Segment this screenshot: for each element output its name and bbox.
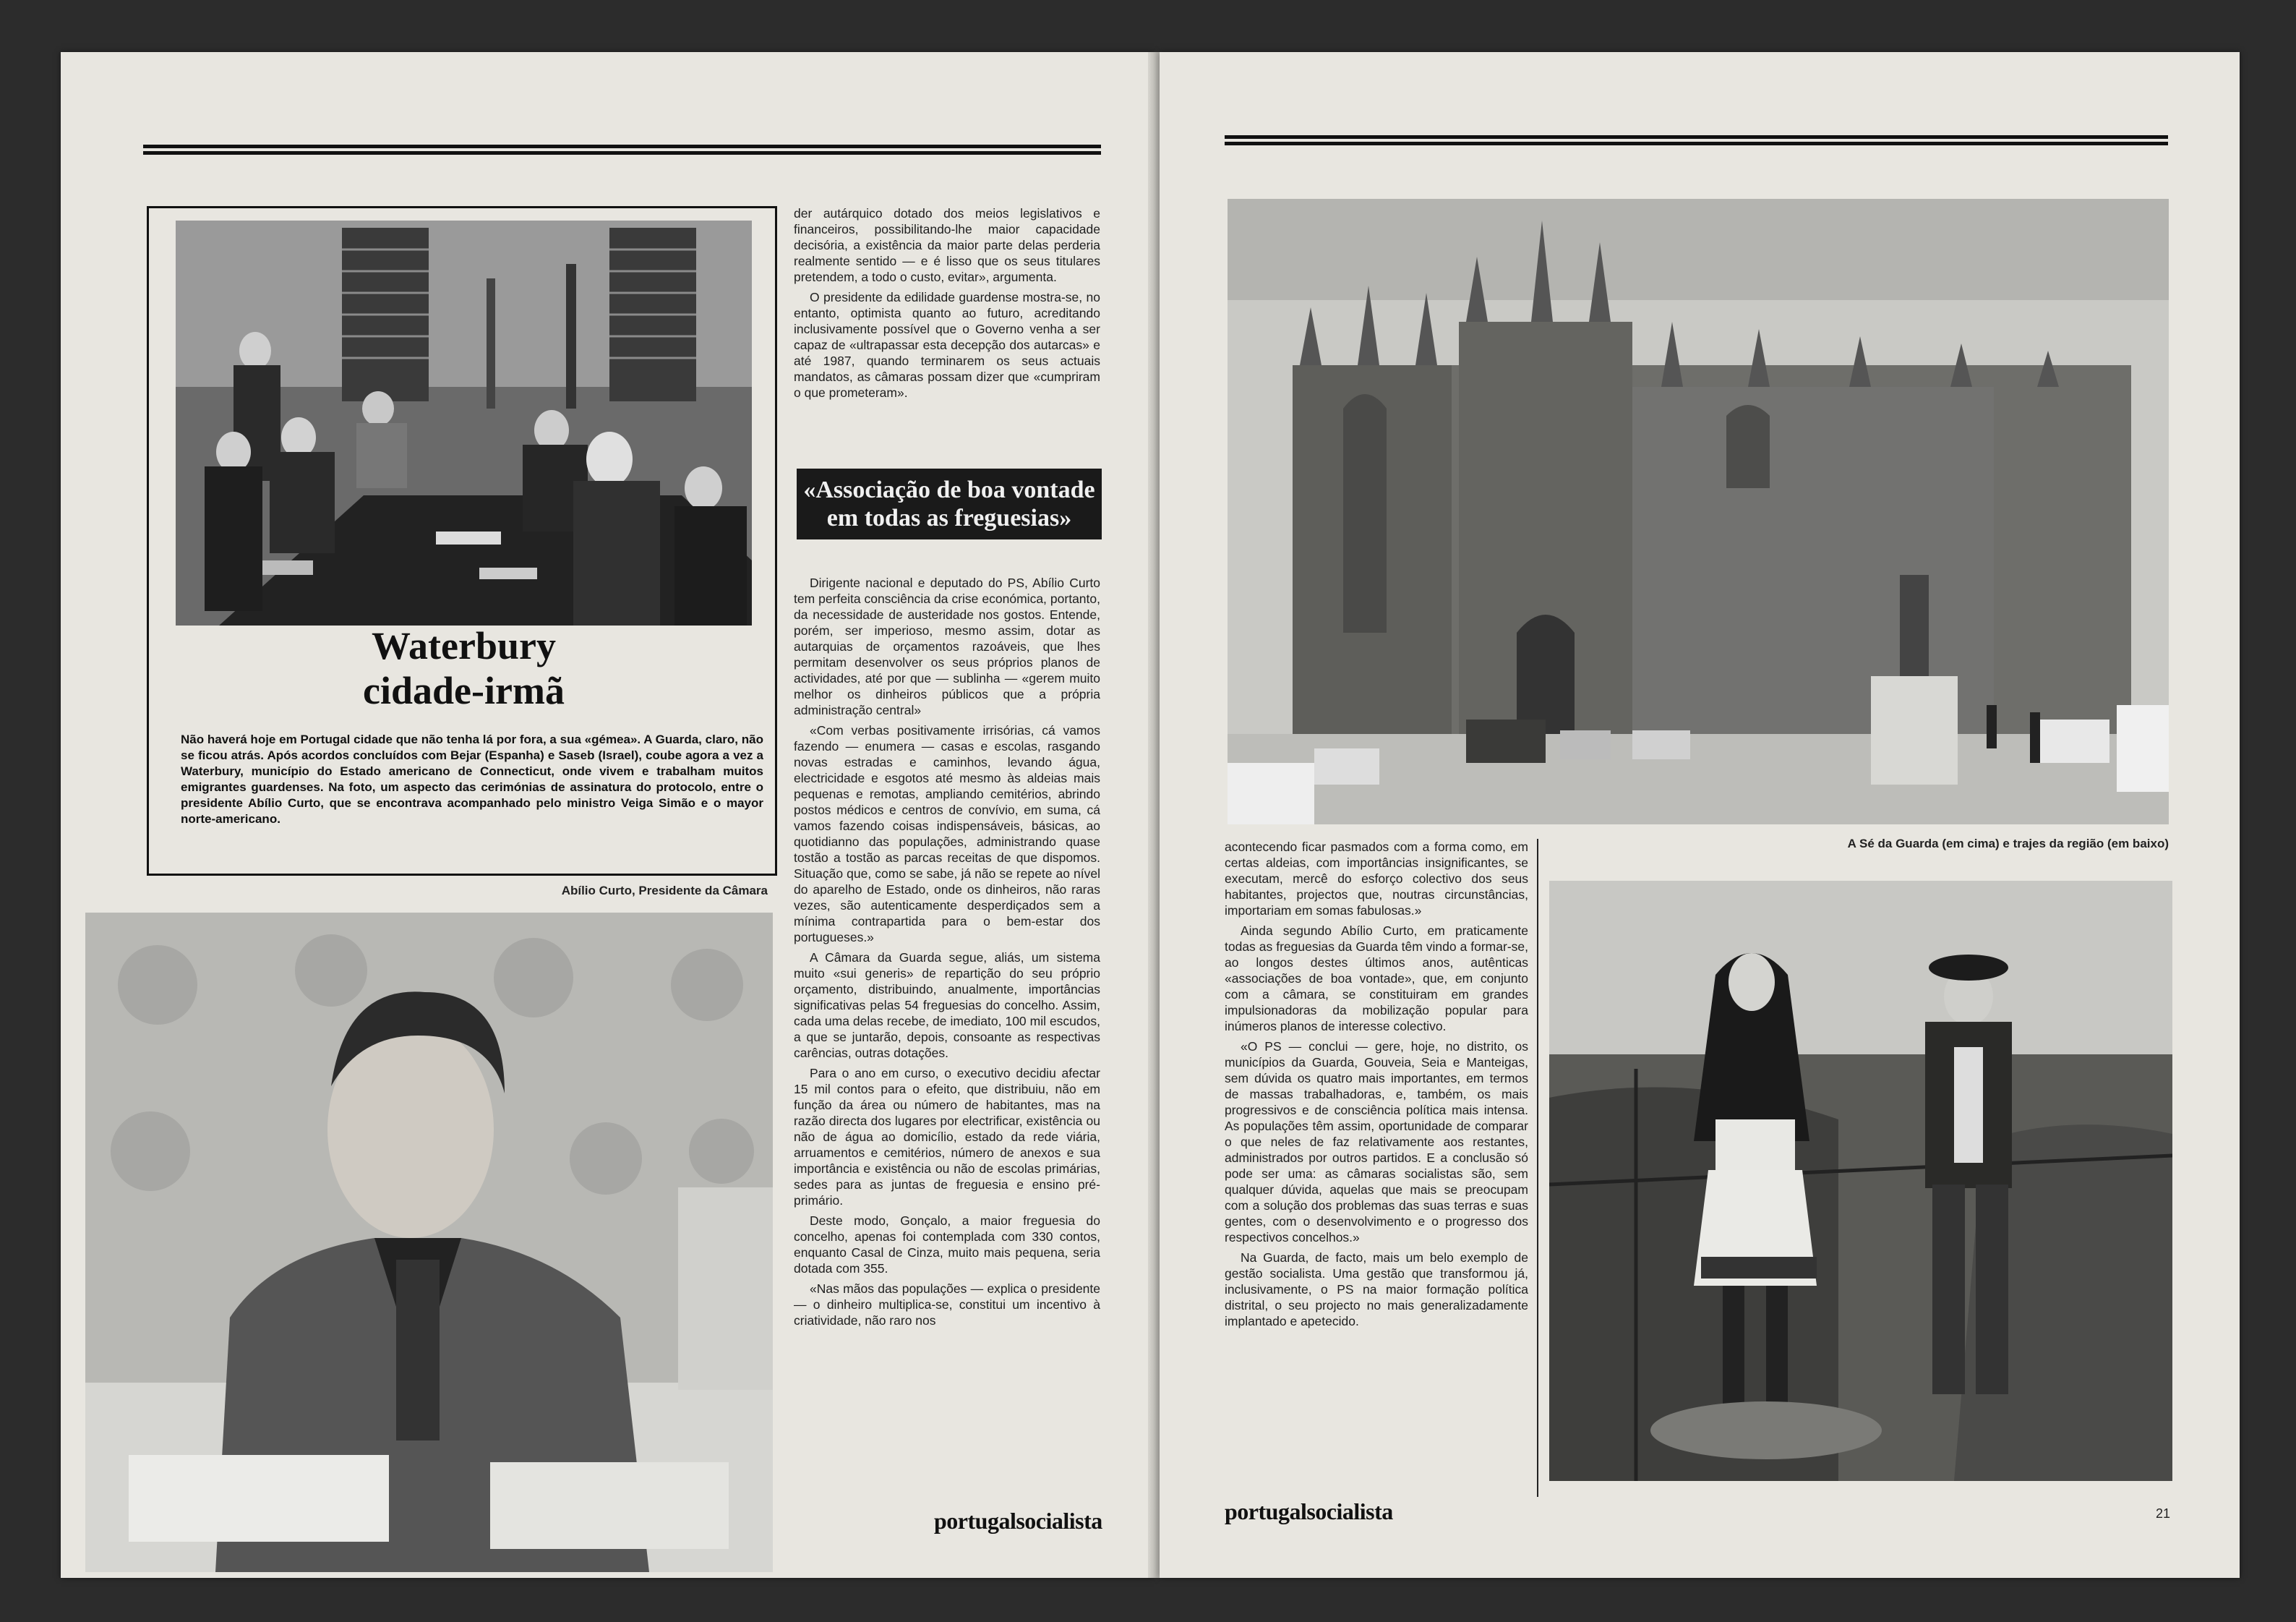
paragraph: Para o ano em curso, o executivo decidiu afectar 15 mil contos para o efeito, que distribuiu, não em função da área ou número de habitantes, mas na razão directa dos lugares por electrificar, existência ou não de água ao domicílio, estado da rede viária, arruamentos e cemitérios, número de anexos e sua importância e existência ou não de escolas primárias, sedes para as juntas de freguesia e ensino pré-primário.: [794, 1066, 1100, 1208]
cathedral-photo: [1228, 199, 2169, 824]
regional-costumes-photo: [1549, 881, 2172, 1481]
portrait-photo: [85, 913, 773, 1572]
paragraph: «O PS — conclui — gere, hoje, no distrito, os municípios da Guarda, Gouveia, Seia e Manteigas, sem dúvida os quatro mais importantes, em termos de massas trabalhadoras, e, também, os mais progressivos e de consciência política mais intensa. As populações têm assim, oportunidade de comparar o que neles de faz relativamente aos restantes, administrados por outros partidos. E a conclusão só pode ser uma: as câmaras socialistas são, sem qualquer dúvida, aquelas que mais se preocupam com a solução dos problemas das suas terras e suas gentes, com o desenvolvimento e o progresso dos respectivos concelhos.»: [1225, 1039, 1528, 1245]
paragraph: Deste modo, Gonçalo, a maior freguesia do concelho, apenas foi contemplada com 330 contos, enquanto Casal de Cinza, muito mais pequena, seria dotada com 355.: [794, 1213, 1100, 1276]
left-masthead: portugalsocialista: [934, 1508, 1102, 1534]
right-top-rule: [1225, 135, 2168, 139]
paragraph: Na Guarda, de facto, mais um belo exemplo de gestão socialista. Uma gestão que transformou já, inclusivamente, o PS na maior formação política distrital, o seu projecto no mais generalizadamente implantado e apetecido.: [1225, 1250, 1528, 1328]
portrait-caption: Abílio Curto, Presidente da Câmara: [561, 884, 768, 897]
right-column-divider: [1537, 839, 1538, 1497]
paragraph: der autárquico dotado dos meios legislativos e financeiros, possibilitando-lhe maior capacidade decisória, a existência da maior parte delas perderia realmente sentido — e é lisso que os seus titulares pretendem, a todo o custo, evitar», argumenta.: [794, 206, 1100, 284]
left-top-rule: [143, 145, 1101, 148]
article-headline: [176, 623, 752, 713]
right-column-text: [1225, 839, 1528, 1333]
signing-ceremony-photo: [176, 221, 752, 626]
headline-line2: cidade-irmã: [363, 669, 565, 712]
left-column-text: [794, 205, 1100, 405]
paragraph: «Nas mãos das populações — explica o presidente — o dinheiro multiplica-se, constitui um incentivo à criatividade, não raro nos: [794, 1281, 1100, 1328]
right-masthead: portugalsocialista: [1225, 1498, 1393, 1524]
paragraph: acontecendo ficar pasmados com a forma como, em certas aldeias, com importâncias insignificantes, se executam, mercê do esforço colectivo dos seus habitantes, projectos que, noutras circunstâncias, importariam em somas fabulosas.»: [1225, 840, 1528, 918]
paragraph: Ainda segundo Abílio Curto, em praticamente todas as freguesias da Guarda têm vindo a formar-se, ao longos destes últimos anos, autênticas «associações de boa vontade», que, em conjunto com a câmara, se constituiram em grandes impulsionadoras da mobilização popular para inúmeros planos de interesse colectivo.: [1225, 923, 1528, 1033]
paragraph: O presidente da edilidade guardense mostra-se, no entanto, optimista quanto ao futuro, acreditando inclusivamente possível que o Governo venha a ser capaz de «ultrapassar esta decepção dos autarcas» e até 1987, quando terminarem os seus actuais mandatos, as câmaras possam dizer que «cumpriram o que prometeram».: [794, 290, 1100, 400]
page-number: 21: [2156, 1506, 2171, 1521]
intro-caption: Não haverá hoje em Portugal cidade que não tenha lá por fora, a sua «gémea». A Guarda, claro, não se ficou atrás. Após acordos concluídos com Bejar (Espanha) e Saseb (Israel), coube agora a vez a Waterbury, município do Estado americano de Connecticut, onde vivem e trabalham muitos emigrantes guardenses. Na foto, um aspecto das cerimónias de assinatura do protocolo, entre o presidente Abílio Curto, que se encontrava acompanhado pelo ministro Veiga Simão e o mayor norte-americano.: [181, 733, 763, 826]
paragraph: A Câmara da Guarda segue, aliás, um sistema muito «sui generis» de repartição do seu próprio orçamento, distribuindo, anualmente, importâncias significativas pelas 54 freguesias do concelho. Assim, cada uma delas recebe, de imediato, 100 mil escudos, a que se juntarão, depois, consoante as respectivas carências, outras dotações.: [794, 950, 1100, 1060]
paragraph: «Com verbas positivamente irrisórias, cá vamos fazendo — enumera — casas e escolas, rasgando novas estradas e caminhos, levando água, electricidade e esgotos até mesmo às aldeias mais pequenas e remotas, ampliando cemitérios, abrindo postos médicos e centros de convívio, em suma, cá vamos fazendo coisas indispensáveis, básicas, ao quotidianno das populações, administrando quase tostão a tostão as parcas receitas de que dispomos. Situação que, como se sabe, já não se repete ao nível do aparelho de Estado, onde os dinheiros, não raras vezes, são autenticamente desperdiçados sem a mínima contrapartida para o bem-estar dos portugueses.»: [794, 723, 1100, 944]
photos-caption: A Sé da Guarda (em cima) e trajes da região (em baixo): [1847, 837, 2169, 850]
left-column-text-2: [794, 575, 1100, 1333]
headline-line1: Waterbury: [372, 624, 556, 667]
subhead-box: «Associação de boa vontade em todas as freguesias»: [797, 469, 1102, 539]
paragraph: Dirigente nacional e deputado do PS, Abílio Curto tem perfeita consciência da crise económica, portanto, da necessidade de austeridade nos gostos. Entende, porém, ser imperioso, mesmo assim, dotar as autarquias de orçamentos razoáveis, que lhes permitam desenvolver os seus próprios planos de actividades, até por que — sublinha — «gerem muito melhor os dinheiros públicos que a própria administração central»: [794, 576, 1100, 717]
